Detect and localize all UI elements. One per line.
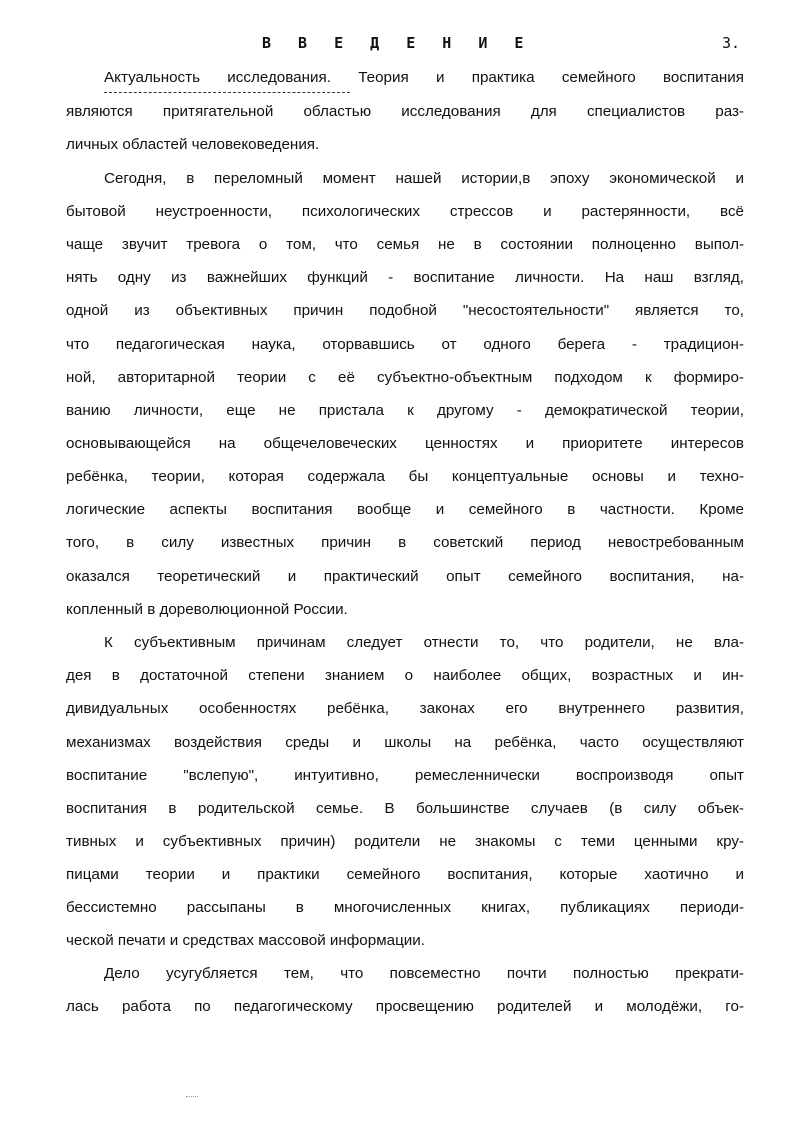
text-line: того, в силу известных причин в советский период невостребованным xyxy=(66,534,744,551)
text-line: основывающейся на общечеловеческих ценностях и приоритете интересов xyxy=(66,435,744,452)
text-line: К субъективным причинам следует отнести то, что родители, не вла- xyxy=(104,634,744,651)
text-line: дея в достаточной степени знанием о наиболее общих, возрастных и ин- xyxy=(66,667,744,684)
page-title: В В Е Д Е Н И Е xyxy=(262,34,533,52)
text-line: Дело усугубляется тем, что повсеместно почти полностью прекрати- xyxy=(104,965,744,982)
text-line: ванию личности, еще не пристала к другому - демократической теории, xyxy=(66,402,744,419)
text-line: логические аспекты воспитания вообще и семейного в частности. Кроме xyxy=(66,501,744,518)
text-line: ребёнка, теории, которая содержала бы концептуальные основы и техно- xyxy=(66,468,744,485)
text-line: пицами теории и практики семейного воспитания, которые хаотично и xyxy=(66,866,744,883)
text-line: личных областей человековедения. xyxy=(66,136,320,153)
scan-artifact xyxy=(186,1096,198,1099)
text-line: воспитание "вслепую", интуитивно, ремесленнически воспроизводя опыт xyxy=(66,767,744,784)
text-line: лась работа по педагогическому просвещению родителей и молодёжи, го- xyxy=(66,998,744,1015)
text-line: механизмах воздействия среды и школы на ребёнка, часто осуществляют xyxy=(66,734,744,751)
text-line: нять одну из важнейших функций - воспитание личности. На наш взгляд, xyxy=(66,269,744,286)
text-line: являются притягательной областью исследования для специалистов раз- xyxy=(66,103,744,120)
text-line: тивных и субъективных причин) родители не знакомы с теми ценными кру- xyxy=(66,833,744,850)
text-line: одной из объективных причин подобной "несостоятельности" является то, xyxy=(66,302,744,319)
text-line: бытовой неустроенности, психологических стрессов и растерянности, всё xyxy=(66,203,744,220)
text-line: чаще звучит тревога о том, что семья не в состоянии полноценно выпол- xyxy=(66,236,744,253)
text-line: ческой печати и средствах массовой информации. xyxy=(66,932,425,949)
text-line: копленный в дореволюционной России. xyxy=(66,601,348,618)
text-line: дивидуальных особенностях ребёнка, законах его внутреннего развития, xyxy=(66,700,744,717)
text-line: Актуальность исследования. Теория и практика семейного воспитания xyxy=(104,69,744,86)
text-line: что педагогическая наука, оторвавшись от одного берега - традицион- xyxy=(66,336,744,353)
text-line: ной, авторитарной теории с её субъектно-объектным подходом к формиро- xyxy=(66,369,744,386)
text-line: оказался теоретический и практический опыт семейного воспитания, на- xyxy=(66,568,744,585)
section-underline xyxy=(104,92,350,93)
text-line: Сегодня, в переломный момент нашей истории,в эпоху экономической и xyxy=(104,170,744,187)
text-line: бессистемно рассыпаны в многочисленных книгах, публикациях периоди- xyxy=(66,899,744,916)
text-line: воспитания в родительской семье. В большинстве случаев (в силу объек- xyxy=(66,800,744,817)
page-number: 3. xyxy=(722,34,741,52)
